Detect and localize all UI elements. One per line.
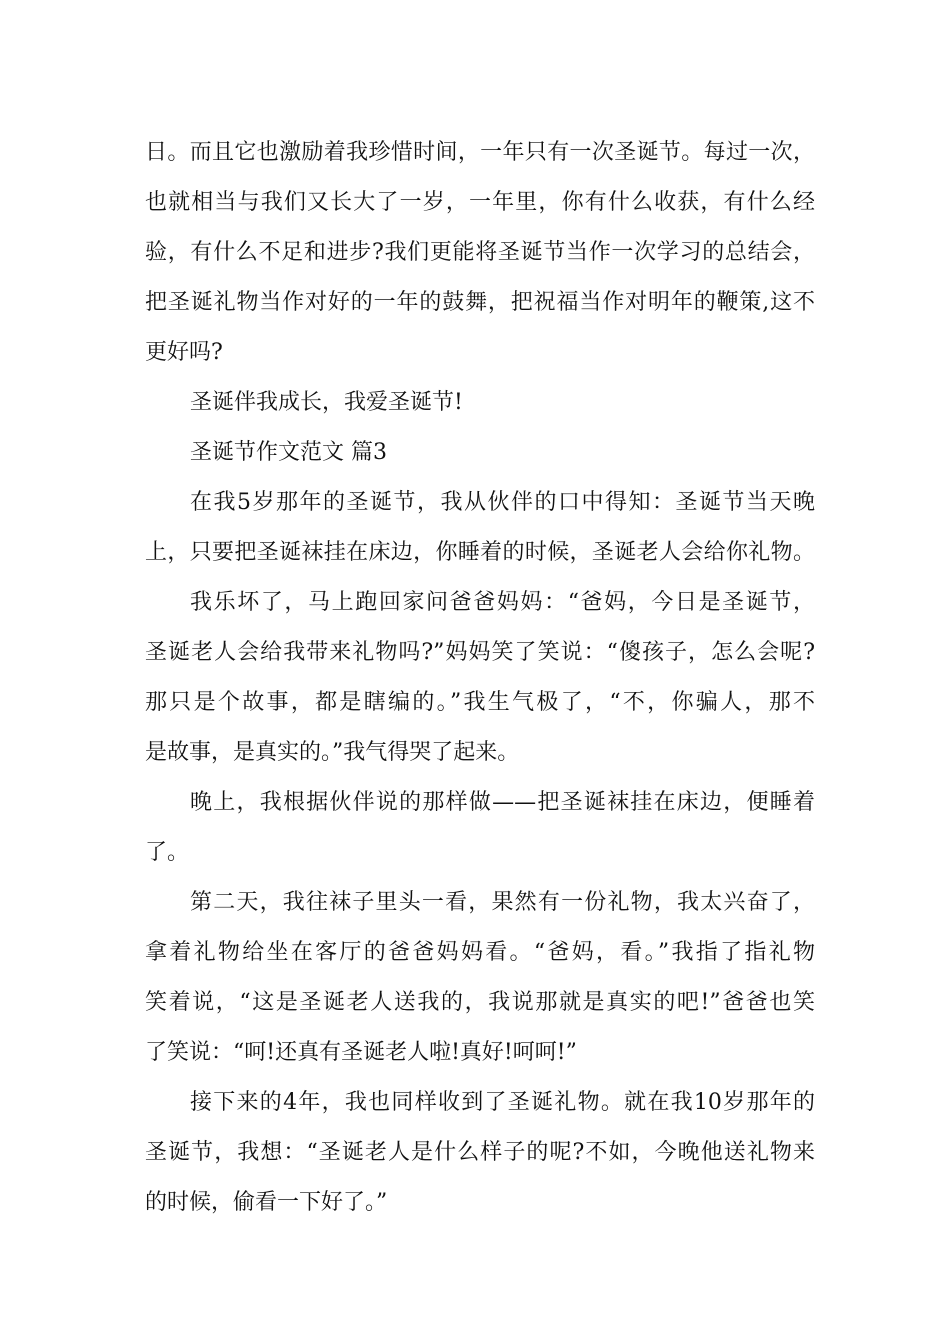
text-line: 是故事，是真实的。”我气得哭了起来。	[145, 740, 520, 765]
text-line: 我乐坏了，马上跑回家问爸爸妈妈：“爸妈，今日是圣诞节，	[190, 590, 815, 615]
text-line: 圣诞老人会给我带来礼物吗?”妈妈笑了笑说：“傻孩子，怎么会呢?	[145, 640, 815, 665]
text-line: 验，有什么不足和进步?我们更能将圣诞节当作一次学习的总结会，	[145, 240, 815, 265]
text-line: 了。	[145, 840, 190, 865]
text-line: 的时候，偷看一下好了。”	[145, 1190, 388, 1215]
text-line: 圣诞伴我成长，我爱圣诞节!	[190, 390, 463, 415]
document-body	[145, 128, 815, 1228]
text-line: 也就相当与我们又长大了一岁，一年里，你有什么收获，有什么经	[145, 190, 815, 215]
text-line: 第二天，我往袜子里头一看，果然有一份礼物，我太兴奋了，	[190, 890, 815, 915]
text-line: 在我5岁那年的圣诞节，我从伙伴的口中得知：圣诞节当天晚	[190, 490, 815, 515]
text-line: 晚上，我根据伙伴说的那样做——把圣诞袜挂在床边，便睡着	[190, 790, 815, 815]
text-line: 笑着说，“这是圣诞老人送我的，我说那就是真实的吧!”爸爸也笑	[145, 990, 815, 1015]
text-line: 了笑说：“呵!还真有圣诞老人啦!真好!呵呵!”	[145, 1040, 577, 1065]
text-line: 接下来的4年，我也同样收到了圣诞礼物。就在我10岁那年的	[190, 1090, 815, 1115]
text-line: 上，只要把圣诞袜挂在床边，你睡着的时候，圣诞老人会给你礼物。	[145, 540, 815, 565]
text-line: 把圣诞礼物当作对好的一年的鼓舞，把祝福当作对明年的鞭策,这不	[145, 290, 815, 315]
text-line: 日。而且它也激励着我珍惜时间，一年只有一次圣诞节。每过一次，	[145, 140, 815, 165]
text-line: 拿着礼物给坐在客厅的爸爸妈妈看。“爸妈，看。”我指了指礼物	[145, 940, 815, 965]
text-line: 圣诞节，我想：“圣诞老人是什么样子的呢?不如，今晚他送礼物来	[145, 1140, 815, 1165]
text-line: 那只是个故事，都是瞎编的。”我生气极了，“不，你骗人，那不	[145, 690, 815, 715]
text-line: 更好吗?	[145, 340, 223, 365]
section-heading: 圣诞节作文范文 篇3	[190, 440, 387, 465]
